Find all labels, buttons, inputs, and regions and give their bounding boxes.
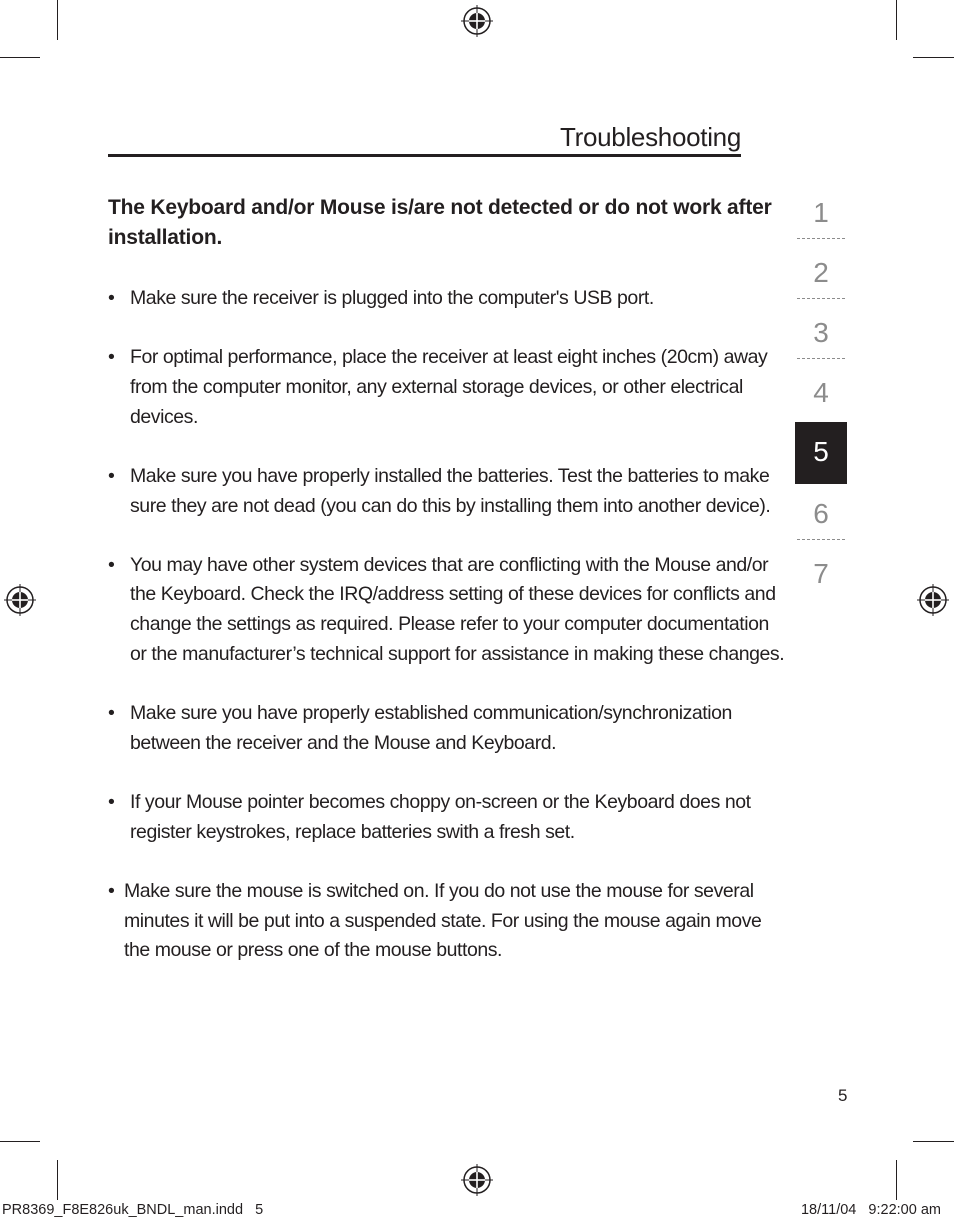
list-item-text: If your Mouse pointer becomes choppy on-screen or the Keyboard does not register keystrokes, replace batteries swith a fresh set.: [130, 790, 751, 843]
chapter-tab[interactable]: [795, 495, 847, 555]
registration-mark-icon: [460, 4, 494, 38]
chapter-tab[interactable]: [795, 254, 847, 314]
chapter-tab[interactable]: [795, 314, 847, 374]
crop-mark: [913, 1141, 954, 1142]
section-title: Troubleshooting: [560, 122, 741, 152]
chapter-tab[interactable]: [795, 194, 847, 254]
bullet-icon: •: [108, 346, 115, 369]
list-item: [108, 551, 788, 670]
chapter-number: 1: [813, 197, 829, 228]
list-item: [108, 462, 788, 521]
troubleshooting-list: [108, 284, 788, 995]
registration-mark-icon: [916, 583, 950, 617]
list-item: [108, 788, 788, 847]
bullet-icon: •: [108, 879, 115, 902]
issue-heading: The Keyboard and/or Mouse is/are not detected or do not work after installation.: [108, 196, 772, 249]
chapter-divider: [797, 539, 845, 541]
chapter-number: 3: [813, 317, 829, 348]
list-item: [108, 699, 788, 758]
bullet-icon: •: [108, 464, 115, 487]
list-item-text: Make sure you have properly installed the batteries. Test the batteries to make sure they are not dead (you can do this by installing them into another device).: [130, 464, 771, 517]
bullet-icon: •: [108, 702, 115, 725]
slug-timestamp: 18/11/04 9:22:00 am: [800, 1202, 941, 1218]
crop-mark: [896, 1160, 897, 1200]
crop-mark: [57, 1160, 58, 1200]
crop-mark: [913, 57, 954, 58]
crop-mark: [0, 1141, 40, 1142]
crop-mark: [57, 0, 58, 40]
chapter-tab-active[interactable]: [795, 422, 847, 484]
chapter-number: 2: [813, 257, 829, 288]
page-number: 5: [838, 1086, 848, 1105]
bullet-icon: •: [108, 790, 115, 813]
list-item-text: Make sure you have properly established communication/synchronization between the receiver and the Mouse and Keyboard.: [130, 702, 732, 754]
list-item: [108, 284, 788, 314]
registration-mark-icon: [3, 583, 37, 617]
chapter-divider: [797, 238, 845, 240]
crop-mark: [0, 57, 40, 58]
bullet-icon: •: [108, 287, 115, 309]
list-item-text: For optimal performance, place the receiver at least eight inches (20cm) away from the computer monitor, any external storage devices, or other electrical devices.: [130, 346, 768, 428]
list-item: [108, 343, 788, 432]
chapter-number: 5: [813, 436, 829, 467]
bullet-icon: •: [108, 553, 115, 576]
list-item-text: Make sure the receiver is plugged into the computer's USB port.: [130, 287, 654, 309]
chapter-divider: [797, 358, 845, 360]
section-title-rule: [108, 154, 741, 157]
chapter-number: 4: [813, 377, 829, 408]
list-item: [108, 877, 788, 966]
registration-mark-icon: [460, 1163, 494, 1197]
chapter-divider: [797, 298, 845, 300]
list-item-text: You may have other system devices that are conflicting with the Mouse and/or the Keyboard. Check the IRQ/address setting of these devices for conflicts and change the settings as required. Please refer to your computer documentation or the manufacturer’s technical support for assistance in making these changes.: [130, 553, 785, 665]
chapter-tab[interactable]: [795, 555, 847, 615]
list-item-text: Make sure the mouse is switched on. If you do not use the mouse for several minutes it will be put into a suspended state. For using the mouse again move the mouse or press one of the mouse buttons.: [124, 879, 762, 962]
crop-mark: [896, 0, 897, 40]
slug-filename: PR8369_F8E826uk_BNDL_man.indd 5: [2, 1202, 264, 1218]
chapter-number: 7: [813, 558, 829, 589]
chapter-number: 6: [813, 498, 829, 529]
